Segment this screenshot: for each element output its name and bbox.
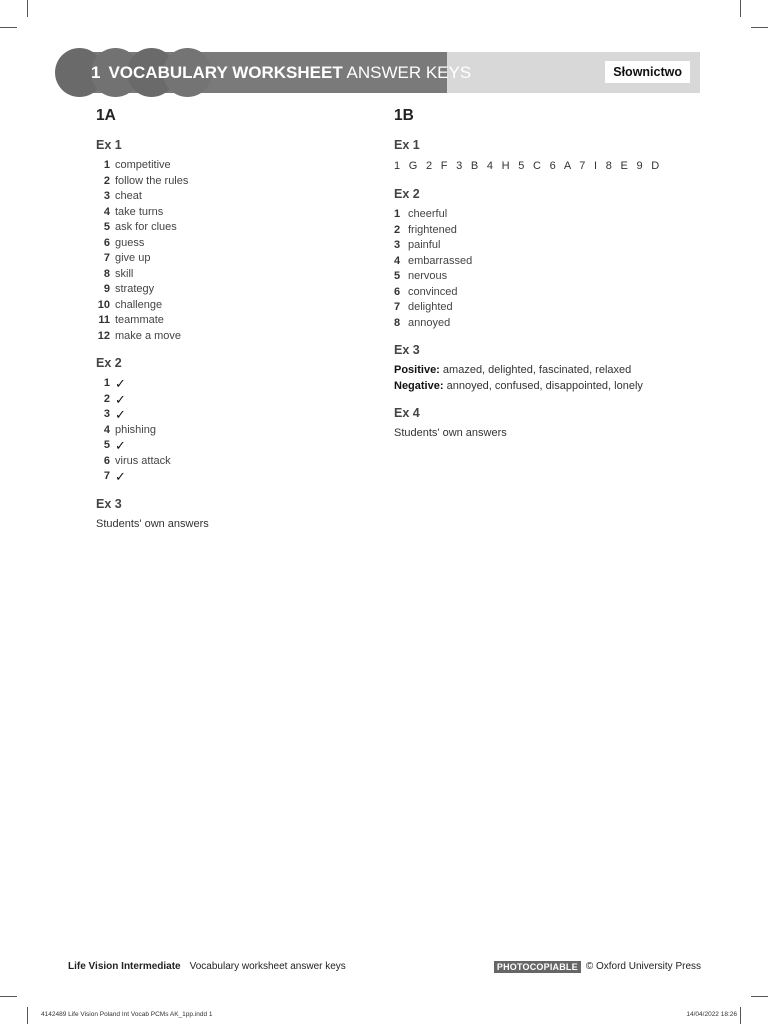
exercise-1a-1 [96, 136, 366, 344]
list-item [96, 313, 366, 329]
item-number: 7 [103, 252, 110, 264]
answer-text: Students' own answers [394, 427, 507, 439]
item-answer: strategy [115, 283, 155, 295]
list-item [394, 269, 714, 285]
item-answer: make a move [115, 329, 182, 342]
list-item [96, 174, 366, 190]
item-number: 7 [394, 301, 401, 313]
item-answer: convinced [408, 285, 458, 298]
unit-heading: 1B [394, 107, 414, 124]
header-band [67, 52, 700, 93]
item-number: 6 [103, 236, 110, 249]
page-title [91, 52, 471, 93]
list-item [96, 282, 366, 298]
item-answer: cheerful [408, 208, 448, 220]
check-icon: ✓ [115, 438, 126, 453]
list-item [394, 300, 714, 316]
item-answer: take turns [115, 205, 164, 218]
item-number: 5 [394, 270, 401, 282]
item-number: 8 [103, 267, 110, 280]
item-number: 4 [103, 205, 110, 218]
list-item [394, 316, 714, 332]
positive-line [394, 363, 714, 379]
item-number: 4 [103, 423, 110, 436]
negative-words: annoyed, confused, disappointed, lonely [446, 379, 643, 392]
list-item [96, 158, 366, 174]
item-number: 3 [394, 239, 401, 251]
unit-heading: 1A [96, 107, 116, 124]
item-number: 10 [97, 298, 110, 311]
item-number: 9 [103, 283, 110, 295]
check-icon: ✓ [115, 391, 126, 407]
list-item [96, 205, 366, 221]
crop-mark-bl-h [0, 996, 17, 997]
photocopiable-badge: PHOTOCOPIABLE [494, 961, 581, 973]
print-timestamp: 14/04/2022 18:26 [686, 1011, 737, 1018]
item-number: 2 [394, 223, 401, 236]
list-item [96, 251, 366, 267]
header-dark-panel [67, 52, 472, 93]
negative-line [394, 379, 714, 395]
exercise-1a-3 [96, 495, 366, 533]
footer-left [68, 961, 346, 973]
item-number: 4 [394, 254, 401, 267]
list-item [96, 469, 366, 485]
crop-mark-tl-h [0, 27, 17, 28]
crop-mark-br-h [751, 996, 768, 997]
item-answer: embarrassed [408, 254, 473, 267]
answer-text: Students' own answers [96, 517, 209, 530]
answer-list [394, 207, 714, 331]
answer-list [96, 158, 366, 344]
item-answer: skill [115, 267, 134, 280]
footer-subtitle: Vocabulary worksheet answer keys [189, 961, 346, 972]
list-item [96, 407, 366, 423]
item-answer: virus attack [115, 454, 171, 467]
list-item [394, 285, 714, 301]
item-number: 6 [394, 285, 401, 298]
crop-mark-tr-h [751, 27, 768, 28]
crop-mark-tl-v [27, 0, 28, 17]
item-number: 7 [103, 470, 110, 482]
column-1a [96, 106, 366, 542]
check-icon: ✓ [115, 407, 126, 422]
exercise-heading: Ex 1 [394, 138, 420, 152]
item-number: 1 [103, 377, 110, 389]
exercise-heading: Ex 3 [394, 343, 420, 357]
exercise-heading: Ex 3 [96, 496, 122, 511]
crop-mark-tr-v [740, 0, 741, 17]
list-item [96, 298, 366, 314]
item-answer: annoyed [408, 316, 451, 329]
item-number: 5 [103, 439, 110, 451]
positive-label: Positive: [394, 364, 440, 376]
unit-number: 1 [91, 63, 101, 82]
positive-words: amazed, delighted, fascinated, relaxed [442, 364, 632, 376]
exercise-heading: Ex 2 [96, 356, 122, 370]
list-item [96, 267, 366, 283]
item-answer: frightened [408, 223, 457, 236]
exercise-1b-3 [394, 341, 714, 394]
title-rest: ANSWER KEYS [346, 63, 472, 82]
list-item [394, 223, 714, 239]
item-answer: nervous [408, 270, 448, 282]
item-answer: delighted [408, 301, 453, 313]
negative-label: Negative: [394, 379, 444, 392]
item-number: 1 [103, 159, 110, 171]
language-badge: Słownictwo [605, 61, 690, 83]
list-item [96, 220, 366, 236]
item-number: 1 [394, 208, 401, 220]
item-number: 8 [394, 316, 401, 329]
list-item [394, 207, 714, 223]
list-item [96, 329, 366, 345]
print-slug: 4142489 Life Vision Poland Int Vocab PCMs AK_1pp.indd 1 [41, 1011, 213, 1018]
item-number: 6 [103, 454, 110, 467]
exercise-1b-2 [394, 185, 714, 331]
crop-mark-bl-v [27, 1007, 28, 1024]
crop-mark-br-v [740, 1007, 741, 1024]
list-item [96, 376, 366, 392]
item-answer: cheat [115, 190, 142, 202]
exercise-heading: Ex 2 [394, 187, 420, 201]
list-item [96, 423, 366, 439]
item-number: 2 [103, 174, 110, 187]
check-icon: ✓ [115, 469, 126, 484]
list-item [96, 189, 366, 205]
column-1b [394, 106, 714, 452]
item-answer: painful [408, 239, 441, 251]
answer-list [96, 376, 366, 485]
list-item [96, 392, 366, 408]
item-answer: challenge [115, 298, 163, 311]
footer-right [494, 961, 701, 973]
item-answer: competitive [115, 159, 171, 171]
list-item [96, 236, 366, 252]
item-answer: give up [115, 252, 151, 264]
check-icon: ✓ [115, 376, 126, 391]
item-number: 2 [103, 392, 110, 405]
list-item [394, 254, 714, 270]
title-bold: VOCABULARY WORKSHEET [108, 63, 343, 82]
exercise-heading: Ex 1 [96, 138, 122, 152]
list-item [96, 438, 366, 454]
list-item [394, 238, 714, 254]
item-answer: guess [115, 236, 145, 249]
item-number: 5 [103, 221, 110, 233]
exercise-heading: Ex 4 [394, 406, 420, 420]
item-number: 12 [97, 329, 110, 342]
item-answer: phishing [115, 423, 156, 436]
exercise-1b-4 [394, 404, 714, 442]
item-answer: follow the rules [115, 174, 189, 187]
exercise-1a-2 [96, 354, 366, 485]
exercise-1b-1 [394, 136, 714, 175]
item-number: 3 [103, 190, 110, 202]
item-number: 3 [103, 408, 110, 420]
item-number: 11 [98, 314, 110, 326]
list-item [96, 454, 366, 470]
copyright-text: © Oxford University Press [585, 961, 701, 972]
item-answer: ask for clues [115, 221, 177, 233]
book-title: Life Vision Intermediate [68, 961, 181, 972]
item-answer: teammate [115, 314, 164, 326]
answer-line: 1 G 2 F 3 B 4 H 5 C 6 A 7 I 8 E 9 D [394, 160, 662, 172]
